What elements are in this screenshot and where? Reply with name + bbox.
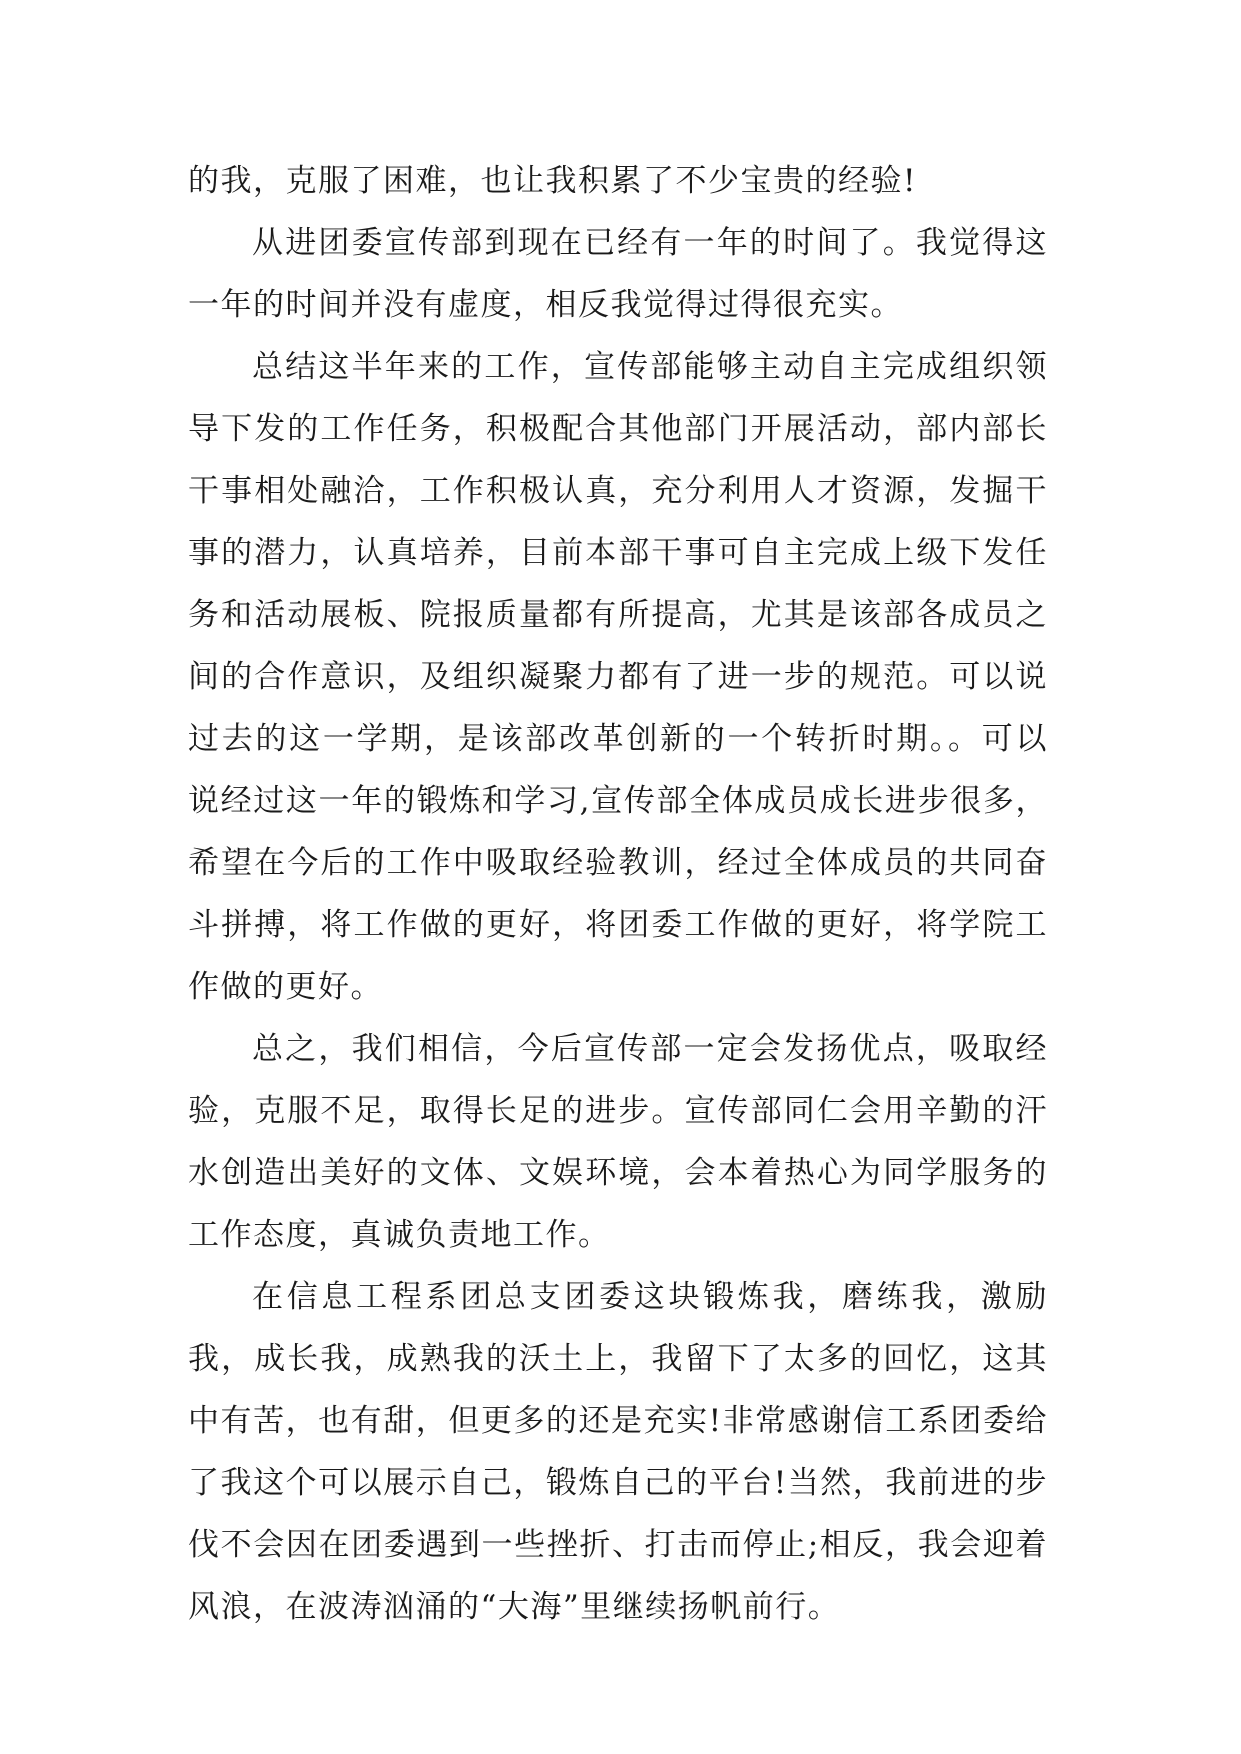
paragraph-2: 从进团委宣传部到现在已经有一年的时间了。我觉得这一年的时间并没有虚度，相反我觉得过得很充实。 — [188, 225, 1048, 323]
paragraph-4: 总之，我们相信，今后宣传部一定会发扬优点，吸取经验，克服不足，取得长足的进步。宣传部同仁会用辛勤的汗水创造出美好的文体、文娱环境，会本着热心为同学服务的工作态度，真诚负责地工作。 — [188, 1031, 1048, 1253]
paragraph-3: 总结这半年来的工作，宣传部能够主动自主完成组织领导下发的工作任务，积极配合其他部门开展活动，部内部长干事相处融洽，工作积极认真，充分利用人才资源，发掘干事的潜力，认真培养，目前本部干事可自主完成上级下发任务和活动展板、院报质量都有所提高，尤其是该部各成员之间的合作意识，及组织凝聚力都有了进一步的规范。可以说过去的这一学期，是该部改革创新的一个转折时期。。可以说经过这一年的锻炼和学习,宣传部全体成员成长进步很多，希望在今后的工作中吸取经验教训，经过全体成员的共同奋斗拼搏，将工作做的更好，将团委工作做的更好，将学院工作做的更好。 — [188, 349, 1048, 1005]
paragraph-5: 在信息工程系团总支团委这块锻炼我，磨练我，激励我，成长我，成熟我的沃土上，我留下了太多的回忆，这其中有苦，也有甜，但更多的还是充实!非常感谢信工系团委给了我这个可以展示自己，锻炼自己的平台!当然，我前进的步伐不会因在团委遇到一些挫折、打击而停止;相反，我会迎着风浪，在波涛汹涌的“大海”里继续扬帆前行。 — [188, 1279, 1048, 1625]
paragraph-1: 的我，克服了困难，也让我积累了不少宝贵的经验! — [188, 163, 917, 199]
document-body — [188, 150, 1048, 1638]
